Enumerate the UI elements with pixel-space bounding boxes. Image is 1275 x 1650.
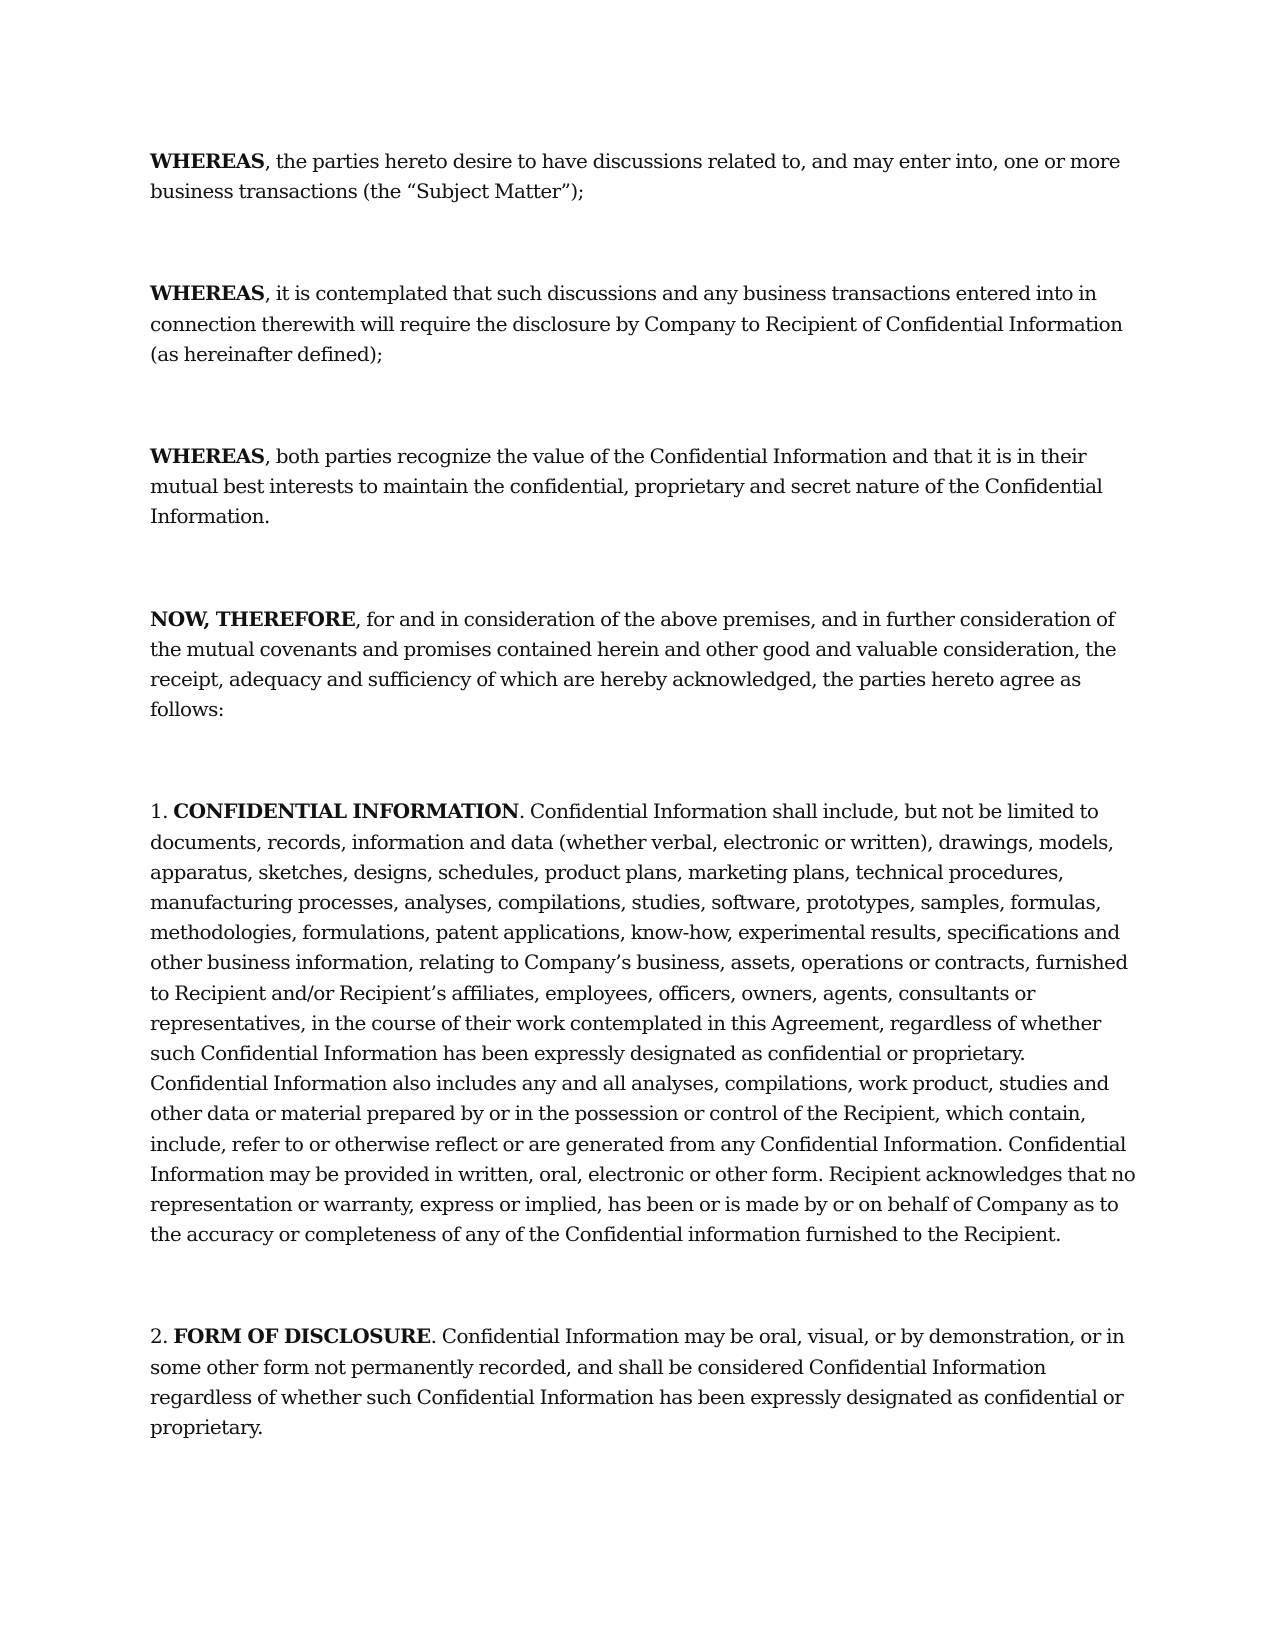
heading-punctuation: . [518, 799, 525, 824]
section-number: 1. [150, 799, 174, 824]
section-heading: FORM OF DISCLOSURE [173, 1324, 431, 1349]
recital-disclosure [150, 278, 1140, 369]
document-page [150, 146, 1140, 1514]
heading-punctuation: , [264, 149, 271, 173]
section-heading: CONFIDENTIAL INFORMATION [173, 799, 519, 824]
paragraph-body: for and in consideration of the above premises, and in further consideration of the mutual covenants and promises contained herein and other good and valuable consideration, the receipt, adequacy and sufficiency of which are hereby acknowledged, the parties hereto agree as follows: [150, 606, 1117, 722]
heading-punctuation: , [264, 444, 271, 469]
section-body: Confidential Information shall include, but not be limited to documents, records, information and data (whether verbal, electronic or written), drawings, models, apparatus, sketches, designs, schedules, product plans, marketing plans, technical procedures, manufacturing processes, analyses, compilations, studies, software, prototypes, samples, formulas, methodologies, formulations, patent applications, know-how, experimental results, specifications and other business information, relating to Company’s business, assets, operations or contracts, furnished to Recipient and/or Recipient’s affiliates, employees, officers, owners, agents, consultants or representatives, in the course of their work contemplated in this Agreement, regardless of whether such Confidential Information has been expressly designated as confidential or proprietary. Confidential Information also includes any and all analyses, compilations, work product, studies and other data or material prepared by or in the possession or control of the Recipient, which contain, include, refer to or otherwise reflect or are generated from any Confidential Information. Confidential Information may be provided in written, oral, electronic or other form. Recipient acknowledges that no representation or warranty, express or implied, has been or is made by or on behalf of Company as to the accuracy or completeness of any of the Confidential information furnished to the Recipient. [150, 799, 1136, 1247]
paragraph-body: it is contemplated that such discussions and any business transactions entered into in connection therewith will require the disclosure by Company to Recipient of Confidential Information (as hereinafter defined); [150, 281, 1123, 366]
now-therefore-clause [150, 604, 1140, 725]
heading-punctuation: , [264, 281, 271, 306]
section-confidential-information [150, 796, 1140, 1249]
paragraph-heading: WHEREAS [150, 149, 265, 173]
paragraph-body: both parties recognize the value of the Confidential Information and that it is in their mutual best interests to maintain the confidential, proprietary and secret nature of the Confidential Information. [150, 444, 1103, 529]
paragraph-heading: WHEREAS [150, 444, 265, 469]
heading-punctuation: , [355, 606, 361, 631]
section-body: Confidential Information may be oral, visual, or by demonstration, or in some other form not permanently recorded, and shall be considered Confidential Information regardless of whether such Confidential Information has been expressly designated as confidential or proprietary. [150, 1324, 1125, 1440]
recital-subject-matter [150, 146, 1140, 206]
heading-punctuation: . [430, 1324, 437, 1349]
section-number: 2. [150, 1324, 174, 1349]
paragraph-heading: WHEREAS [150, 281, 265, 306]
paragraph-heading: NOW, THEREFORE [150, 606, 356, 631]
paragraph-body: the parties hereto desire to have discussions related to, and may enter into, one or more business transactions (the “Subject Matter”); [150, 149, 1120, 204]
recital-value [150, 441, 1140, 532]
section-form-of-disclosure [150, 1321, 1140, 1442]
